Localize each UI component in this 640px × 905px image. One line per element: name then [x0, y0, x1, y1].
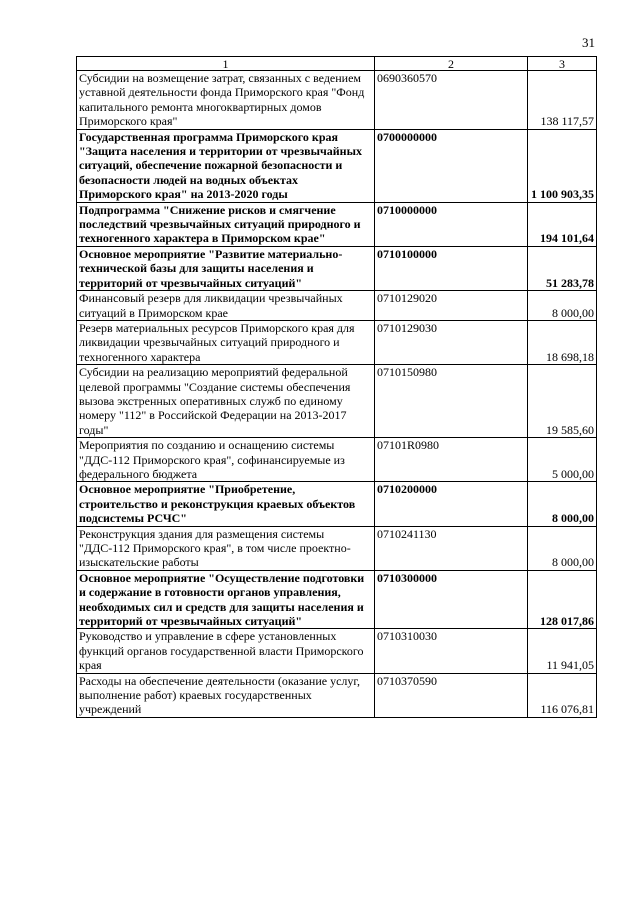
row-sum: 128 017,86: [528, 570, 597, 629]
table-row: [77, 629, 597, 673]
row-code: 0710370590: [375, 673, 528, 717]
row-code: 0710150980: [375, 365, 528, 438]
table-header-row: [77, 57, 597, 71]
row-sum: 8 000,00: [528, 526, 597, 570]
row-sum: 8 000,00: [528, 291, 597, 321]
row-name: Основное мероприятие "Развитие материально-технической базы для защиты населения и территорий от чрезвычайных ситуаций": [77, 246, 375, 290]
row-code: 07101R0980: [375, 438, 528, 482]
row-sum: 11 941,05: [528, 629, 597, 673]
row-code: 0710241130: [375, 526, 528, 570]
table-row: [77, 526, 597, 570]
row-code: 0710200000: [375, 482, 528, 526]
row-sum: 138 117,57: [528, 71, 597, 130]
row-name: Основное мероприятие "Приобретение, строительство и реконструкция краевых объектов подсистемы РСЧС": [77, 482, 375, 526]
row-sum: 194 101,64: [528, 202, 597, 246]
row-sum: 18 698,18: [528, 320, 597, 364]
row-name: Государственная программа Приморского края "Защита населения и территории от чрезвычайных ситуаций, обеспечение пожарной безопасности и безопасности людей на водных объектах Приморского края" на 2013-2020 годы: [77, 129, 375, 202]
row-name: Руководство и управление в сфере установленных функций органов государственной власти Приморского края: [77, 629, 375, 673]
row-sum: 51 283,78: [528, 246, 597, 290]
row-sum: 116 076,81: [528, 673, 597, 717]
row-name: Финансовый резерв для ликвидации чрезвычайных ситуаций в Приморском крае: [77, 291, 375, 321]
header-col-1: 1: [77, 57, 375, 71]
table-row: [77, 365, 597, 438]
table-row: [77, 673, 597, 717]
table-row: [77, 320, 597, 364]
row-code: 0710129030: [375, 320, 528, 364]
row-name: Реконструкция здания для размещения системы "ДДС-112 Приморского края", в том числе проектно-изыскательские работы: [77, 526, 375, 570]
row-name: Расходы на обеспечение деятельности (оказание услуг, выполнение работ) краевых государственных учреждений: [77, 673, 375, 717]
row-code: 0710129020: [375, 291, 528, 321]
row-name: Резерв материальных ресурсов Приморского края для ликвидации чрезвычайных ситуаций природного и техногенного характера: [77, 320, 375, 364]
header-col-2: 2: [375, 57, 528, 71]
row-name: Мероприятия по созданию и оснащению системы "ДДС-112 Приморского края", софинансируемые из федерального бюджета: [77, 438, 375, 482]
row-code: 0710310030: [375, 629, 528, 673]
row-name: Субсидии на реализацию мероприятий федеральной целевой программы "Создание системы обеспечения вызова экстренных оперативных служб по единому номеру "112" в Российской Федерации на 2013-2017 годы": [77, 365, 375, 438]
table-row: [77, 129, 597, 202]
page-number: 31: [582, 35, 595, 50]
row-code: 0710000000: [375, 202, 528, 246]
table-row: [77, 482, 597, 526]
table-row: [77, 438, 597, 482]
table-row: [77, 246, 597, 290]
budget-table: [76, 56, 597, 718]
row-sum: 5 000,00: [528, 438, 597, 482]
row-code: 0700000000: [375, 129, 528, 202]
header-col-3: 3: [528, 57, 597, 71]
row-code: 0710100000: [375, 246, 528, 290]
row-name: Подпрограмма "Снижение рисков и смягчение последствий чрезвычайных ситуаций природного и техногенного характера в Приморском крае": [77, 202, 375, 246]
row-name: Основное мероприятие "Осуществление подготовки и содержание в готовности органов управления, необходимых сил и средств для защиты населения и территорий от чрезвычайных ситуаций": [77, 570, 375, 629]
row-code: 0710300000: [375, 570, 528, 629]
table-row: [77, 202, 597, 246]
row-name: Субсидии на возмещение затрат, связанных с ведением уставной деятельности фонда Приморского края "Фонд капитального ремонта многоквартирных домов Приморского края": [77, 71, 375, 130]
row-sum: 1 100 903,35: [528, 129, 597, 202]
row-code: 0690360570: [375, 71, 528, 130]
table-row: [77, 71, 597, 130]
row-sum: 19 585,60: [528, 365, 597, 438]
table-row: [77, 291, 597, 321]
table-row: [77, 570, 597, 629]
row-sum: 8 000,00: [528, 482, 597, 526]
